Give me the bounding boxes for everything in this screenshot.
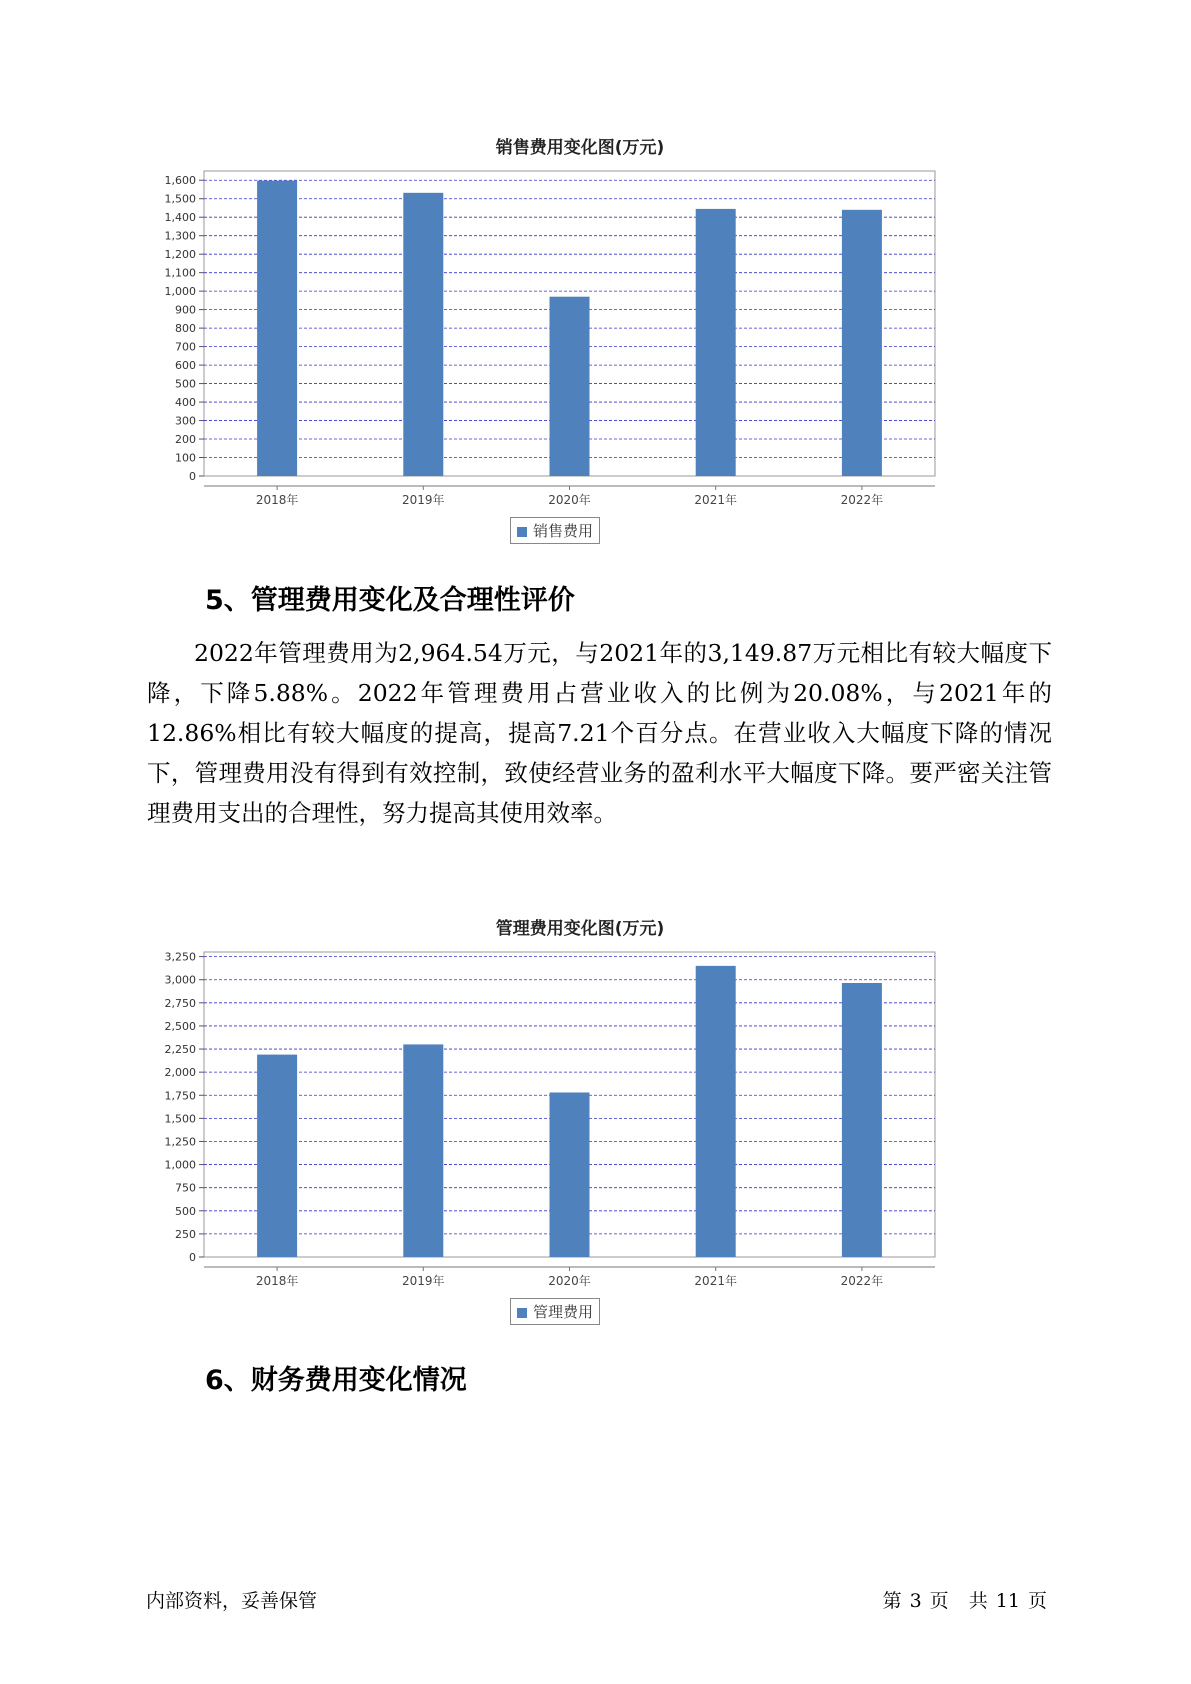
- y-tick-label: 2,000: [164, 1066, 196, 1080]
- y-tick-label: 1,250: [164, 1135, 196, 1149]
- sales-expense-chart: [140, 125, 1020, 555]
- x-tick-label: 2021年: [694, 493, 737, 507]
- bar: [403, 1044, 443, 1257]
- section-heading: 6、财务费用变化情况: [205, 1365, 467, 1396]
- y-tick-label: 1,200: [164, 248, 196, 262]
- legend-swatch: [517, 1308, 527, 1318]
- y-tick-label: 2,750: [164, 996, 196, 1010]
- y-tick-label: 1,500: [164, 192, 196, 206]
- bar: [257, 1055, 297, 1257]
- y-tick-label: 100: [175, 451, 196, 465]
- page-number: 3: [909, 1590, 922, 1612]
- bar: [550, 1092, 590, 1257]
- y-tick-label: 1,400: [164, 211, 196, 225]
- y-tick-label: 700: [175, 340, 196, 354]
- y-tick-label: 1,600: [164, 174, 196, 188]
- y-tick-label: 3,250: [164, 950, 196, 964]
- y-tick-label: 500: [175, 377, 196, 391]
- bar: [257, 181, 297, 476]
- y-tick-label: 2,250: [164, 1043, 196, 1057]
- chart-legend: [510, 1298, 600, 1325]
- paragraph-text: 2022年管理费用为2,964.54万元，与2021年的3,149.87万元相比有较大幅度下降，下降5.88%。2022年管理费用占营业收入的比例为20.08%，与2021年的12.86%相比有较大幅度的提高，提高7.21个百分点。在营业收入大幅度下降的情况下，管理费用没有得到有效控制，致使经营业务的盈利水平大幅度下降。要严密关注管理费用支出的合理性，努力提高其使用效率。: [147, 639, 1052, 827]
- bar: [842, 210, 882, 476]
- y-tick-label: 0: [189, 1251, 196, 1264]
- legend-swatch: [517, 527, 527, 537]
- chart-plot: [140, 946, 1020, 1326]
- total-unit: 页: [1027, 1590, 1047, 1612]
- total-prefix: 共: [968, 1590, 988, 1612]
- chart-title: 销售费用变化图(万元): [495, 138, 665, 158]
- y-tick-label: 250: [175, 1227, 196, 1241]
- y-tick-label: 750: [175, 1181, 196, 1195]
- y-tick-label: 400: [175, 396, 196, 410]
- page-prefix: 第: [882, 1590, 902, 1612]
- y-tick-label: 2,500: [164, 1019, 196, 1033]
- y-tick-label: 1,500: [164, 1112, 196, 1126]
- x-tick-label: 2020年: [548, 493, 591, 507]
- y-tick-label: 1,000: [164, 285, 196, 299]
- y-tick-label: 1,100: [164, 266, 196, 280]
- y-tick-label: 900: [175, 303, 196, 317]
- y-tick-label: 1,750: [164, 1089, 196, 1103]
- x-tick-label: 2021年: [694, 1274, 737, 1288]
- x-tick-label: 2022年: [840, 1274, 884, 1288]
- bar: [403, 193, 443, 476]
- bar: [696, 209, 736, 476]
- chart-legend: [510, 517, 600, 544]
- section-paragraph: [147, 633, 1052, 833]
- page-indicator: [879, 1586, 1051, 1613]
- section-heading: 5、管理费用变化及合理性评价: [205, 585, 575, 616]
- y-tick-label: 1,300: [164, 229, 196, 243]
- x-tick-label: 2019年: [402, 493, 445, 507]
- legend-label: 销售费用: [533, 522, 594, 540]
- x-tick-label: 2022年: [840, 493, 884, 507]
- y-tick-label: 500: [175, 1204, 196, 1218]
- bar: [550, 297, 590, 476]
- y-tick-label: 3,000: [164, 973, 196, 987]
- page-unit: 页: [929, 1590, 949, 1612]
- bar: [696, 966, 736, 1257]
- x-tick-label: 2018年: [255, 1274, 299, 1288]
- y-tick-label: 200: [175, 433, 196, 447]
- y-tick-label: 0: [189, 470, 196, 483]
- x-tick-label: 2018年: [255, 493, 299, 507]
- y-tick-label: 800: [175, 322, 196, 336]
- bar: [842, 983, 882, 1257]
- footer-note: 内部资料，妥善保管: [146, 1590, 318, 1612]
- x-tick-label: 2019年: [402, 1274, 445, 1288]
- legend-label: 管理费用: [533, 1303, 594, 1321]
- y-tick-label: 600: [175, 359, 196, 373]
- y-tick-label: 1,000: [164, 1158, 196, 1172]
- y-tick-label: 300: [175, 414, 196, 428]
- x-tick-label: 2020年: [548, 1274, 591, 1288]
- chart-plot: [140, 165, 1020, 545]
- total-pages: 11: [995, 1590, 1020, 1612]
- chart-title: 管理费用变化图(万元): [495, 919, 665, 939]
- admin-expense-chart: [140, 906, 1020, 1336]
